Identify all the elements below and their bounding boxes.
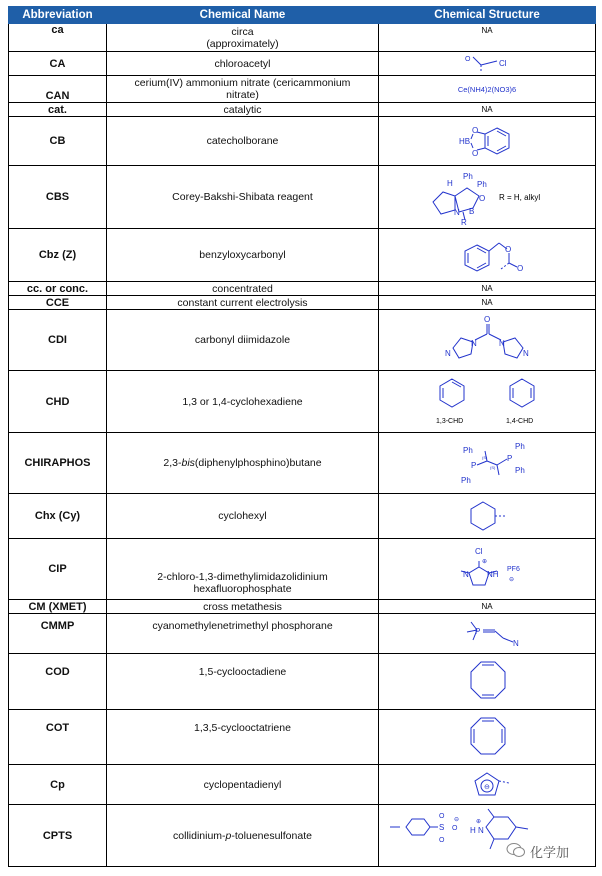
structure-cell [379,494,596,539]
watermark [506,840,594,860]
name-cell: 1,3,5-cyclooctatriene [107,710,379,765]
table-row [9,494,596,539]
name-part: -toluenesulfonate [231,829,312,842]
name-cell: concentrated [107,282,379,296]
cmmp-structure-image [427,616,547,652]
header-abbreviation: Abbreviation [9,7,107,24]
atom-p: P [471,461,477,470]
table-row [9,614,596,654]
name-text: cerium(IV) ammonium nitrate (cericammonium [134,77,351,89]
table-row [9,24,596,52]
chiraphos-structure-image [427,435,547,491]
abbr-cell: CCE [9,296,107,310]
atom-ph: Ph [463,446,473,455]
atom-n: N [471,339,477,348]
name-cell: cross metathesis [107,600,379,614]
atom-p: P [507,454,513,463]
catecholborane-structure-image [427,120,547,162]
name-cell: carbonyl diimidazole [107,310,379,371]
abbr-cell: CBS [9,166,107,229]
table-row [9,310,596,371]
table-row [9,117,596,166]
abbr-cell: CAN [9,76,107,103]
wechat-icon [506,842,526,858]
atom-h: H [447,179,453,188]
name-italic-part: p [225,829,232,842]
cp-structure-image [427,767,547,803]
name-text-2: hexafluorophosphate [193,583,292,595]
atom-n: N [463,570,469,579]
table-row [9,282,596,296]
atom-s: S [439,822,445,832]
table-row [9,433,596,494]
structure-cell [379,539,596,600]
chd-structure-image [412,373,562,431]
name-cell [107,76,379,103]
abbr-cell: CDI [9,310,107,371]
atom-n: N [513,638,519,648]
pf6-anion: PF6 [507,566,520,573]
structure-cell [379,710,596,765]
name-italic-part: bis [181,457,195,469]
cbz-structure-image [427,231,547,279]
abbr-cell: Chx (Cy) [9,494,107,539]
atom-n: N [454,208,460,217]
atom-n: N [499,339,505,348]
minus-charge: ⊖ [484,783,490,791]
abbr-cell: CHIRAPHOS [9,433,107,494]
structure-cell [379,310,596,371]
stereo-s: (S) [490,465,496,470]
structure-cell [379,103,596,117]
abbreviation-table [8,6,596,867]
plus-charge: ⊕ [482,559,488,565]
structure-cell [379,52,596,76]
table-header-row [9,7,596,24]
table-row [9,654,596,710]
cbs-structure-image [397,168,577,226]
na-text: NA [481,602,493,611]
atom-ph: Ph [461,476,471,485]
name-cell [107,539,379,600]
name-cell [107,433,379,494]
abbr-cell: COD [9,654,107,710]
atom-o: O [439,812,445,820]
name-cell: 1,5-cyclooctadiene [107,654,379,710]
na-text: NA [481,105,493,114]
atom-o: O [452,824,458,832]
atom-o: O [472,126,479,135]
table-row [9,600,596,614]
table-row [9,76,596,103]
chd-14-label: 1,4-CHD [506,417,534,425]
abbr-cell: CMMP [9,614,107,654]
name-cell: 1,3 or 1,4-cyclohexadiene [107,371,379,433]
atom-o: O [484,315,491,324]
header-chemical-name: Chemical Name [107,7,379,24]
name-part: collidinium- [173,829,226,842]
abbr-cell: CM (XMET) [9,600,107,614]
name-cell: catecholborane [107,117,379,166]
structure-cell [379,600,596,614]
abbr-cell: CIP [9,539,107,600]
atom-ph: Ph [477,180,487,189]
structure-cell [379,76,596,103]
name-cell: chloroacetyl [107,52,379,76]
table-row [9,371,596,433]
structure-cell [379,117,596,166]
atom-o: O [505,245,512,254]
header-chemical-structure: Chemical Structure [379,7,596,24]
cip-structure-image [427,541,547,597]
watermark-text: 化学加 [530,845,570,860]
name-part: 2,3- [163,457,182,469]
can-formula: Ce(NH4)2(NO3)6 [457,84,517,94]
abbr-cell: cc. or conc. [9,282,107,296]
atom-n: N [445,349,451,358]
structure-cell [379,433,596,494]
abbr-cell: Cp [9,765,107,805]
table-row [9,103,596,117]
structure-cell [379,654,596,710]
plus-charge: ⊕ [476,818,482,825]
name-cell: cyclopentadienyl [107,765,379,805]
structure-cell [379,282,596,296]
minus-charge: ⊖ [509,577,515,583]
name-part: (diphenylphosphino)butane [194,457,322,469]
atom-ph: Ph [463,172,473,181]
structure-cell [379,229,596,282]
atom-cl: Cl [475,547,483,556]
na-text: NA [481,284,493,293]
atom-r: R [461,218,467,226]
abbr-cell: Cbz (Z) [9,229,107,282]
table-row [9,52,596,76]
name-cell [107,24,379,52]
chloro-label: Cl [499,58,507,68]
cyclohexyl-structure-image [427,495,547,537]
abbr-cell: CPTS [9,805,107,867]
name-cell: benzyloxycarbonyl [107,229,379,282]
abbr-cell: CHD [9,371,107,433]
cdi-structure-image [417,312,557,368]
atom-n: N [523,349,529,358]
name-text-2: (approximately) [206,37,279,50]
atom-o: O [439,836,445,844]
atom-ph: Ph [515,466,525,475]
abbr-cell: CB [9,117,107,166]
abbr-cell: cat. [9,103,107,117]
name-text-2: nitrate) [226,89,259,101]
name-cell: Corey-Bakshi-Shibata reagent [107,166,379,229]
atom-ph: Ph [515,442,525,451]
na-text: NA [481,26,493,35]
svg-text:O: O [465,55,471,63]
na-text: NA [481,298,493,307]
name-cell [107,805,379,867]
structure-cell [379,296,596,310]
table-row [9,539,596,600]
name-text: 2-chloro-1,3-dimethylimidazolidinium [157,571,328,583]
atom-nh: NH [487,570,499,579]
atom-o: O [472,149,479,158]
table-row [9,710,596,765]
table-row [9,229,596,282]
r-group-note: R = H, alkyl [499,193,541,202]
atom-hb: HB [459,137,471,146]
atom-o: O [479,194,486,203]
atom-b: B [469,207,475,216]
name-text: circa [231,25,254,38]
abbr-cell: COT [9,710,107,765]
atom-n: N [478,825,484,835]
table-row [9,765,596,805]
chloroacetyl-structure-image [427,53,547,75]
atom-o: O [517,264,524,273]
atom-h: H [470,825,476,835]
table-row [9,296,596,310]
structure-cell [379,614,596,654]
cod-structure-image [427,656,547,708]
name-cell: cyclohexyl [107,494,379,539]
stereo-s: (S) [482,455,488,460]
abbr-cell: ca [9,24,107,52]
abbr-cell: CA [9,52,107,76]
cot-structure-image [427,712,547,762]
structure-cell [379,166,596,229]
structure-cell [379,371,596,433]
name-cell: catalytic [107,103,379,117]
minus-charge: ⊖ [454,816,460,823]
name-cell: constant current electrolysis [107,296,379,310]
name-cell: cyanomethylenetrimethyl phosphorane [107,614,379,654]
structure-cell [379,24,596,52]
table-row [9,166,596,229]
chd-13-label: 1,3-CHD [436,417,464,425]
structure-cell [379,765,596,805]
atom-p: P [475,626,481,636]
